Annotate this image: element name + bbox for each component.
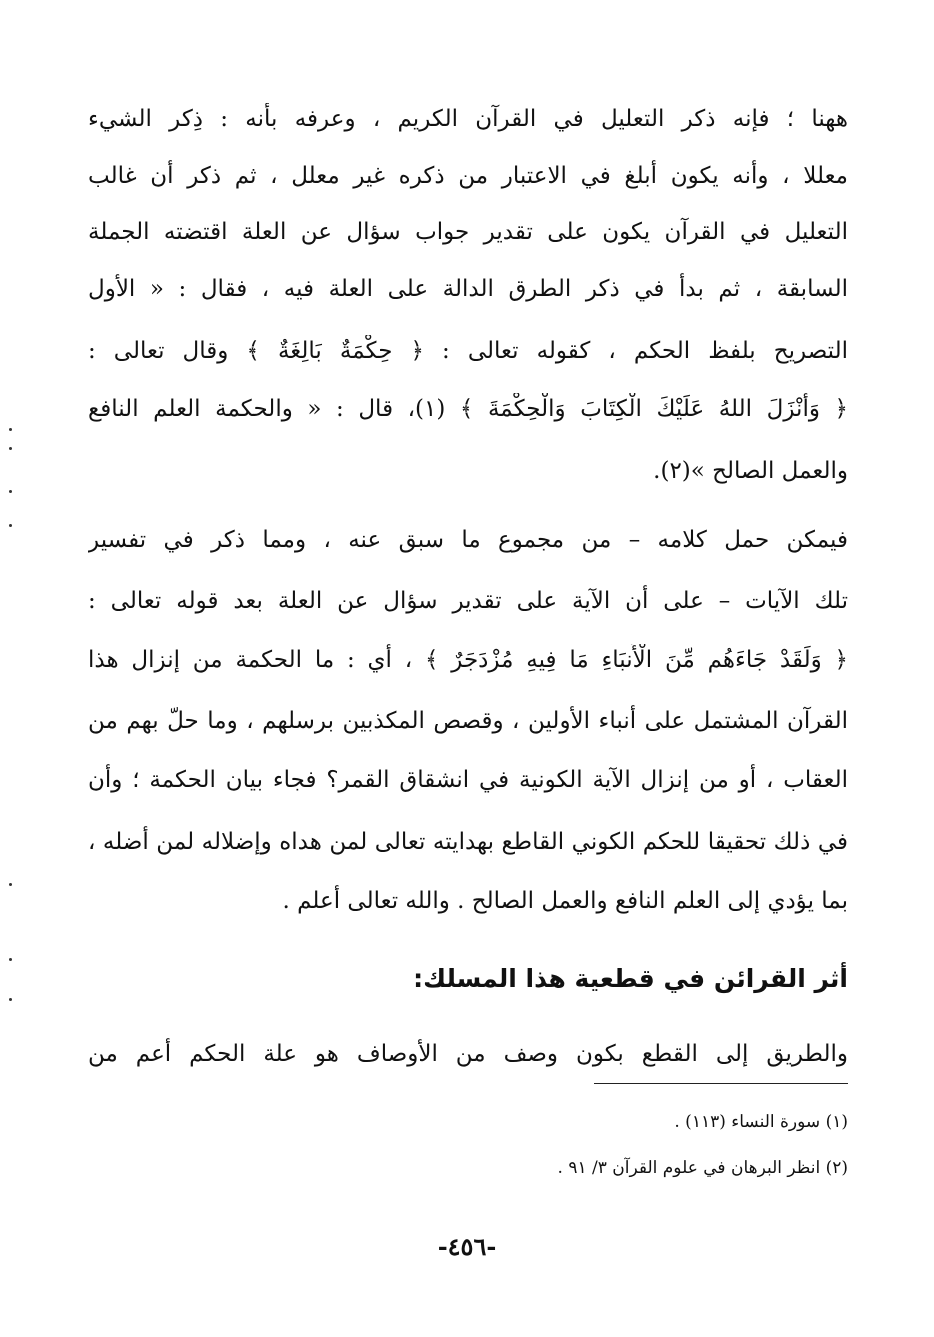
text-line: التصريح بلفظ الحكم ، كقوله تعالى : ﴿ حِكْمَةٌ بَالِغَةٌ ﴾ وقال تعالى : [88,338,848,364]
text-line: بما يؤدي إلى العلم النافع والعمل الصالح . والله تعالى أعلم . [282,888,848,914]
text-line: ﴿ وَأَنْزَلَ اللهُ عَلَيْكَ الْكِتَابَ وَالْحِكْمَةَ ﴾ (١)، قال : « والحكمة العلم النافع [88,396,848,422]
footnote-2: (٢) انظر البرهان في علوم القرآن ٣/ ٩١ . [557,1158,848,1178]
text-line: تلك الآيات – على أن الآية على تقدير سؤال عن العلة بعد قوله تعالى : [88,588,848,614]
section-heading: أثر القرائن في قطعية هذا المسلك: [413,964,848,993]
page-number: -٤٥٦- [437,1232,497,1261]
scan-speck [9,447,12,450]
text-line: السابقة ، ثم بدأ في ذكر الطرق الدالة على العلة فيه ، فقال : « الأول [88,276,848,302]
text-line: والعمل الصالح »(٢). [653,458,848,484]
scan-speck [9,958,12,961]
scan-speck [9,524,12,527]
scan-speck [9,490,12,493]
scan-speck [9,998,12,1001]
text-line: فيمكن حمل كلامه – من مجموع ما سبق عنه ، ومما ذكر في تفسير [88,527,848,553]
text-line: معللا ، وأنه يكون أبلغ في الاعتبار من ذكره غير معلل ، ثم ذكر أن غالب [88,163,848,189]
footnote-separator [594,1083,848,1084]
text-line: والطريق إلى القطع بكون وصف من الأوصاف هو علة الحكم أعم من [88,1041,848,1067]
text-line: ههنا ؛ فإنه ذكر التعليل في القرآن الكريم ، وعرفه بأنه : ذِكر الشيء [88,106,848,132]
text-line: التعليل في القرآن يكون على تقدير جواب سؤال عن العلة اقتضته الجملة [88,219,848,245]
text-line: في ذلك تحقيقا للحكم الكوني القاطع بهدايته تعالى لمن هداه وإضلاله لمن أضله ، [88,829,848,855]
text-line: العقاب ، أو من إنزال الآية الكونية في انشقاق القمر؟ فجاء بيان الحكمة ؛ وأن [88,767,848,793]
scan-speck [9,883,12,886]
text-line: القرآن المشتمل على أنباء الأولين ، وقصص المكذبين برسلهم ، وما حلّ بهم من [88,708,848,734]
footnote-1: (١) سورة النساء (١١٣) . [674,1112,848,1132]
scan-speck [9,428,12,431]
text-line: ﴿ وَلَقَدْ جَاءَهُم مِّنَ الْأَنبَاءِ مَا فِيهِ مُزْدَجَرٌ ﴾ ، أي : ما الحكمة من إنزال هذا [88,647,848,673]
